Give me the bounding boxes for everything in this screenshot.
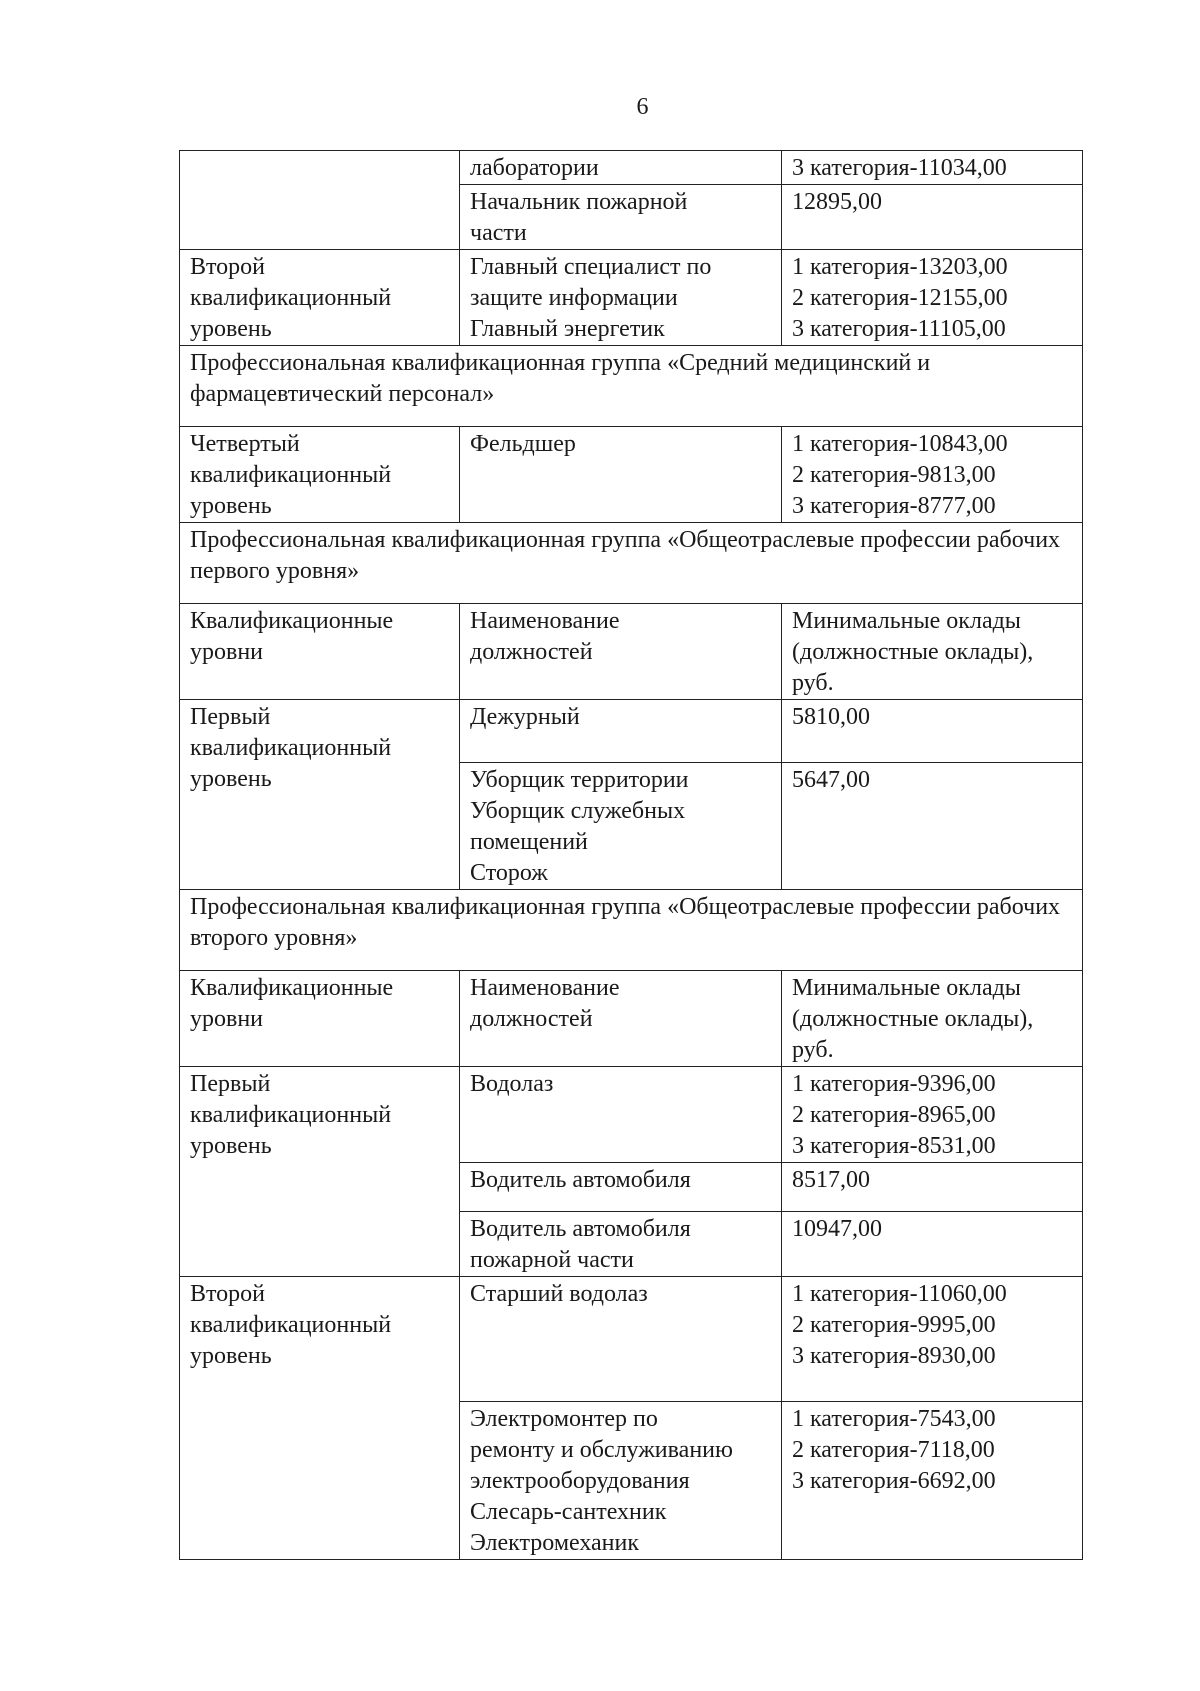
level-cell <box>180 151 460 250</box>
page-number: 6 <box>636 94 649 120</box>
table-row <box>180 1067 1083 1163</box>
position-cell: Главный специалист по защите информации Главный энергетик <box>460 250 782 346</box>
level-cell: Четвертый квалификационный уровень <box>180 427 460 523</box>
column-header-row <box>180 971 1083 1067</box>
position-cell: Начальник пожарной части <box>460 185 782 250</box>
salary-cell: 1 категория-10843,00 2 категория-9813,00 3 категория-8777,00 <box>782 427 1083 523</box>
salary-cell: 1 категория-11060,00 2 категория-9995,00 3 категория-8930,00 <box>782 1277 1083 1402</box>
table-row <box>180 427 1083 523</box>
group-heading-row <box>180 346 1083 427</box>
salary-cell: 1 категория-13203,00 2 категория-12155,00 3 категория-11105,00 <box>782 250 1083 346</box>
header-salaries: Минимальные оклады (должностные оклады), руб. <box>782 971 1083 1067</box>
table-row <box>180 1277 1083 1402</box>
level-cell: Первый квалификационный уровень <box>180 1067 460 1277</box>
header-positions: Наименование должностей <box>460 604 782 700</box>
table-row <box>180 700 1083 763</box>
header-salaries: Минимальные оклады (должностные оклады), руб. <box>782 604 1083 700</box>
position-cell: Фельдшер <box>460 427 782 523</box>
salary-cell: 1 категория-7543,00 2 категория-7118,00 3 категория-6692,00 <box>782 1402 1083 1560</box>
table-row <box>180 250 1083 346</box>
table-row <box>180 151 1083 185</box>
position-cell: Водитель автомобиля пожарной части <box>460 1212 782 1277</box>
group-heading: Профессиональная квалификационная группа «Средний медицинский и фармацевтический персонал» <box>180 346 1083 427</box>
salary-cell: 5810,00 <box>782 700 1083 763</box>
salary-cell: 1 категория-9396,00 2 категория-8965,00 3 категория-8531,00 <box>782 1067 1083 1163</box>
position-cell: Уборщик территории Уборщик служебных помещений Сторож <box>460 763 782 890</box>
group-heading-row <box>180 890 1083 971</box>
group-heading: Профессиональная квалификационная группа «Общеотраслевые профессии рабочих второго уровня» <box>180 890 1083 971</box>
level-cell: Первый квалификационный уровень <box>180 700 460 890</box>
header-levels: Квалификационные уровни <box>180 604 460 700</box>
group-heading-row <box>180 523 1083 604</box>
position-cell: Водитель автомобиля <box>460 1163 782 1212</box>
position-cell: Водолаз <box>460 1067 782 1163</box>
group-heading: Профессиональная квалификационная группа «Общеотраслевые профессии рабочих первого уровня» <box>180 523 1083 604</box>
salary-cell: 12895,00 <box>782 185 1083 250</box>
position-cell: Старший водолаз <box>460 1277 782 1402</box>
salary-cell: 10947,00 <box>782 1212 1083 1277</box>
position-cell: Дежурный <box>460 700 782 763</box>
level-cell: Второй квалификационный уровень <box>180 1277 460 1560</box>
position-cell: лаборатории <box>460 151 782 185</box>
column-header-row <box>180 604 1083 700</box>
salary-cell: 5647,00 <box>782 763 1083 890</box>
salary-table <box>179 150 1083 1560</box>
header-positions: Наименование должностей <box>460 971 782 1067</box>
salary-cell: 8517,00 <box>782 1163 1083 1212</box>
header-levels: Квалификационные уровни <box>180 971 460 1067</box>
position-cell: Электромонтер по ремонту и обслуживанию электрооборудования Слесарь-сантехник Электромеханик <box>460 1402 782 1560</box>
salary-cell: 3 категория-11034,00 <box>782 151 1083 185</box>
level-cell: Второй квалификационный уровень <box>180 250 460 346</box>
